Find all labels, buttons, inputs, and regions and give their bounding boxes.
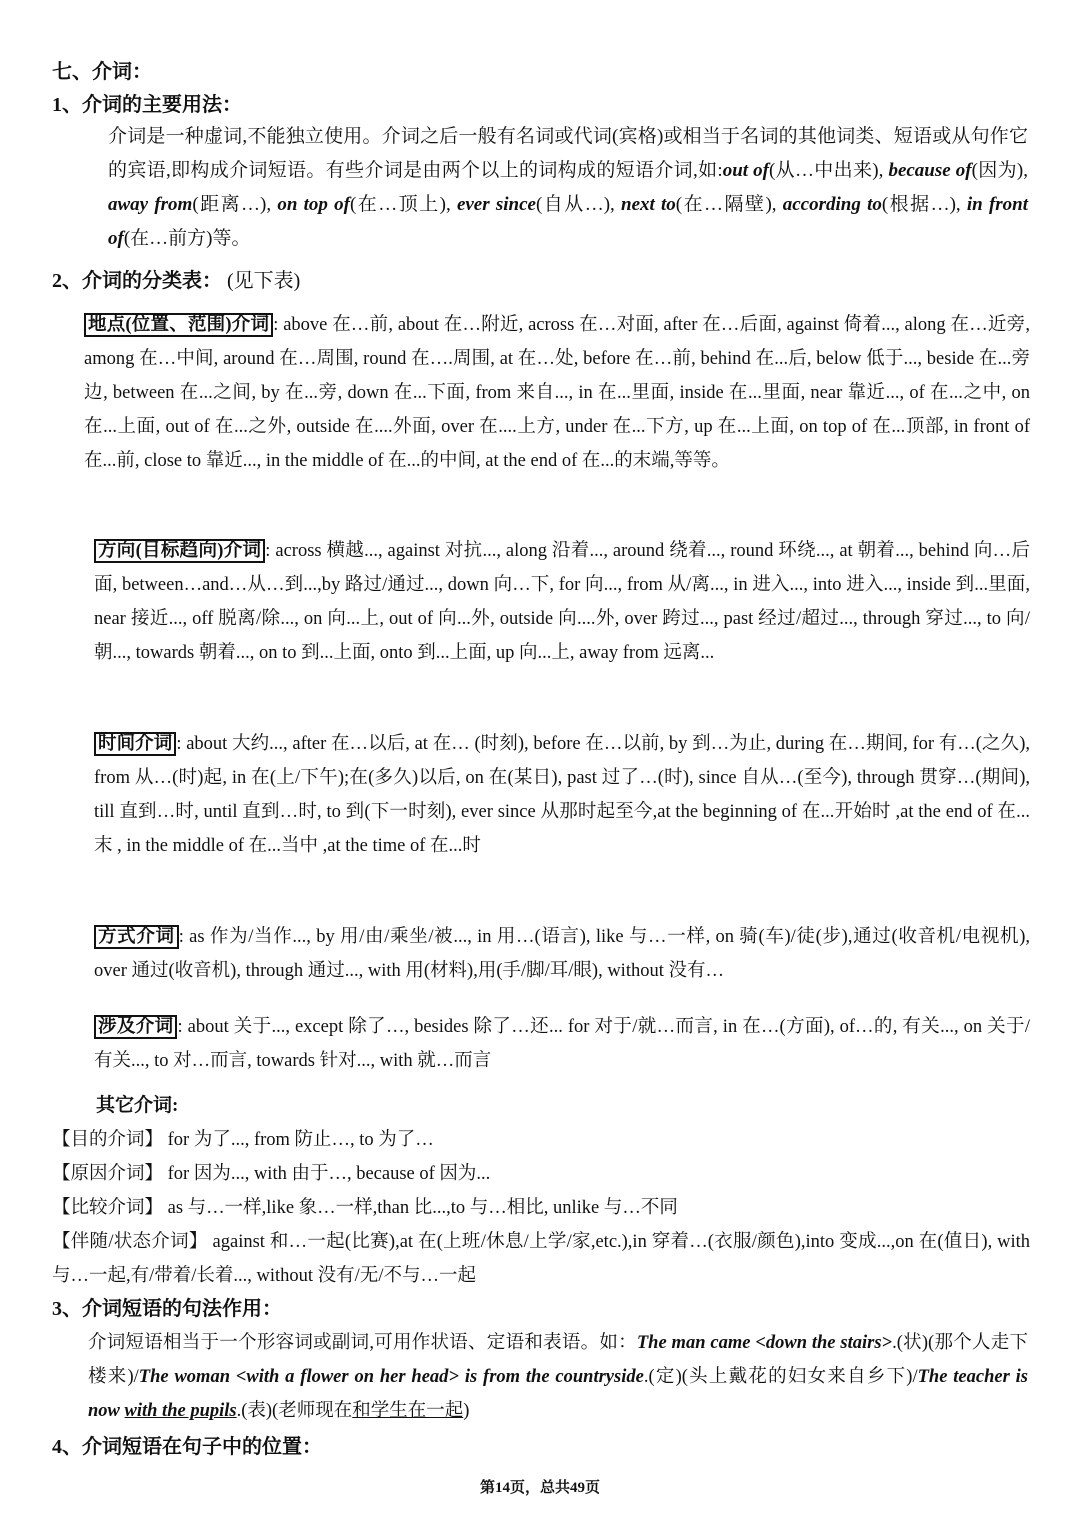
example-gloss: (在…前方)等。	[123, 228, 251, 249]
classification-note: (见下表)	[227, 270, 301, 292]
other-prepositions-title: 其它介词:	[96, 1095, 179, 1116]
time-label: 时间介词	[94, 732, 176, 756]
place-label: 地点(位置、范围)介词	[84, 313, 273, 337]
time-text: about 大约..., after 在…以后, at 在… (时刻), before 在…以前, by 到…为止, during 在…期间, for 有…(之久), from 从…(时)起, in 在(上/下午);在(多久)以后, on 在(某日), past 过了…(时), since 自从…(至今), through 贯穿…(期间), till 直到…时, until 直到…时, to 到(下一时刻), ever since 从那时起至今,at the beginning of 在...开始时 ,at the end of 在...末 , in the middle of 在...当中 ,at the time of 在...时	[94, 734, 1030, 856]
manner-text: as 作为/当作..., by 用/由/乘坐/被..., in 用…(语言), like 与…一样, on 骑(车)/徒(步),通过(收音机/电视机), over 通过(收音机), through 通过..., with 用(材料),用(手/脚/耳/眼), without 没有…	[94, 927, 1030, 981]
example-gloss: (从…中出来),	[768, 160, 889, 181]
example-gloss: .(表)(老师现在	[236, 1401, 353, 1421]
example-underlined-phrase: with the pupils	[124, 1401, 237, 1421]
example-gloss: (自从…),	[535, 194, 621, 215]
example-term: on top of	[277, 194, 350, 215]
example-term: away from	[108, 194, 193, 215]
example-gloss: (在…隔壁),	[675, 194, 783, 215]
subsection-title-position: 4、介词短语在句子中的位置：	[52, 1436, 322, 1458]
example-gloss: (根据…),	[881, 194, 967, 215]
concern-label: 涉及介词	[94, 1015, 177, 1039]
example-term: next to	[621, 194, 676, 215]
concern-text: about 关于..., except 除了…, besides 除了…还... for 对于/就…而言, in 在…(方面), of…的, 有关..., on 关于/有关..., to 对…而言, towards 针对..., with 就…而言	[94, 1017, 1030, 1071]
direction-text: across 横越..., against 对抗..., along 沿着..., around 绕着..., round 环绕..., at 朝着..., behind 向…后面, between…and…从…到...,by 路过/通过..., down 向…下, for 向..., from 从/离..., in 进入..., into 进入..., inside 到...里面, near 接近..., off 脱离/除..., on 向...上, out of 向...外, outside 向....外, over 跨过..., past 经过/超过..., through 穿过..., to 向/朝..., towards 朝着..., on to 到...上面, onto 到...上面, up 向...上, away from 远离...	[94, 541, 1030, 663]
accompany-prepositions: 【伴随/状态介词】 against 和…一起(比赛),at 在(上班/休息/上学/家,etc.),in 穿着…(衣服/颜色),into 变成...,on 在(值日), with 与…一起,有/带着/长着..., without 没有/无/不与…一起	[52, 1232, 1030, 1286]
example-gloss: .(状)(那个人走下楼来)/	[88, 1333, 1028, 1387]
example-gloss: .(定)(头上戴花的妇女来自乡下)/	[643, 1367, 918, 1387]
classification-title: 2、介词的分类表：	[52, 270, 222, 292]
place-text: above 在…前, about 在…附近, across 在…对面, after 在…后面, against 倚着..., along 在…近旁, among 在…中间, around 在…周围, round 在….周围, at 在…处, before 在…前, behind 在...后, below 低于..., beside 在...旁边, between 在...之间, by 在...旁, down 在...下面, from 来自..., in 在...里面, inside 在...里面, near 靠近..., of 在...之中, on 在...上面, out of 在...之外, outside 在....外面, over 在....上方, under 在...下方, up 在...上面, on top of 在...顶部, in front of 在...前, close to 靠近..., in the middle of 在...的中间, at the end of 在...的末端,等等。	[84, 315, 1030, 471]
direction-prepositions: 方向(目标趋向)介词 : across 横越..., against 对抗..., along 沿着..., around 绕着..., round 环绕..., at 朝着..., behind 向…后面, between…and…从…到...,by 路过/通过..., down 向…下, for 向..., from 从/离..., in 进入..., into 进入..., inside 到...里面, near 接近..., off 脱离/除..., on 向...上, out of 向...外, outside 向....外, over 跨过..., past 经过/超过..., through 穿过..., to 向/朝..., towards 朝着..., on to 到...上面, onto 到...上面, up 向...上, away from 远离...	[94, 541, 1030, 663]
example-term: according to	[782, 194, 882, 215]
syntax-intro: 介词短语相当于一个形容词或副词,可用作状语、定语和表语。如：	[88, 1333, 637, 1353]
example-term: out of	[722, 160, 769, 181]
manner-label: 方式介词	[94, 925, 179, 949]
purpose-prepositions: 【目的介词】 for 为了..., from 防止…, to 为了…	[52, 1130, 434, 1150]
example-underlined-gloss: 和学生在一起	[352, 1401, 464, 1421]
example-gloss: (距离…),	[192, 194, 278, 215]
place-prepositions: 地点(位置、范围)介词 : above 在…前, about 在…附近, across 在…对面, after 在…后面, against 倚着..., along 在…近旁, among 在…中间, around 在…周围, round 在….周围, at 在…处, before 在…前, behind 在...后, below 低于..., beside 在...旁边, between 在...之间, by 在...旁, down 在...下面, from 来自..., in 在...里面, inside 在...里面, near 靠近..., of 在...之中, on 在...上面, out of 在...之外, outside 在....外面, over 在....上方, under 在...下方, up 在...上面, on top of 在...顶部, in front of 在...前, close to 靠近..., in the middle of 在...的中间, at the end of 在...的末端,等等。	[84, 315, 1030, 471]
subsection-title-classification	[52, 264, 300, 298]
example-term: ever since	[456, 194, 536, 215]
manner-prepositions: 方式介词 : as 作为/当作..., by 用/由/乘坐/被..., in 用…(语言), like 与…一样, on 骑(车)/徒(步),通过(收音机/电视机), over 通过(收音机), through 通过..., with 用(材料),用(手/脚/耳/眼), without 没有…	[94, 927, 1030, 981]
usage-paragraph	[108, 120, 1028, 256]
page-footer: 第14页，总共49页	[479, 1480, 600, 1496]
subsection-title-syntax: 3、介词短语的句法作用：	[52, 1298, 282, 1320]
direction-label: 方向(目标趋向)介词	[94, 539, 265, 563]
example-gloss: (在…顶上),	[349, 194, 457, 215]
section-heading-prepositions: 七、介词：	[52, 61, 152, 83]
concern-prepositions: 涉及介词 : about 关于..., except 除了…, besides 除了…还... for 对于/就…而言, in 在…(方面), of…的, 有关..., on 关于/有关..., to 对…而言, towards 针对..., with 就…而言	[94, 1017, 1030, 1071]
reason-prepositions: 【原因介词】 for 因为..., with 由于…, because of 因为...	[52, 1164, 491, 1184]
example-gloss: (因为),	[971, 160, 1029, 181]
syntax-paragraph	[88, 1326, 1028, 1428]
example-gloss: )	[463, 1401, 470, 1421]
example-term: in front of	[108, 194, 1029, 249]
usage-text: 介词是一种虚词,不能独立使用。介词之后一般有名词或代词(宾格)或相当于名词的其他词类、短语或从句作它的宾语,即构成介词短语。有些介词是由两个以上的词构成的短语介词,如:	[108, 126, 1028, 181]
example-sentence-predicative: The teacher is now	[88, 1367, 1028, 1421]
example-term: because of	[888, 160, 972, 181]
example-sentence-attributive: The woman <with a flower on her head> is from the countryside	[138, 1367, 644, 1387]
time-prepositions: 时间介词 : about 大约..., after 在…以后, at 在… (时刻), before 在…以前, by 到…为止, during 在…期间, for 有…(之久), from 从…(时)起, in 在(上/下午);在(多久)以后, on 在(某日), past 过了…(时), since 自从…(至今), through 贯穿…(期间), till 直到…时, until 直到…时, to 到(下一时刻), ever since 从那时起至今,at the beginning of 在...开始时 ,at the end of 在...末 , in the middle of 在...当中 ,at the time of 在...时	[94, 734, 1030, 856]
subsection-title-usage: 1、介词的主要用法：	[52, 94, 242, 116]
example-sentence-adverbial: The man came <down the stairs>	[636, 1333, 893, 1353]
comparison-prepositions: 【比较介词】 as 与…一样,like 象…一样,than 比...,to 与…相比, unlike 与…不同	[52, 1198, 678, 1218]
